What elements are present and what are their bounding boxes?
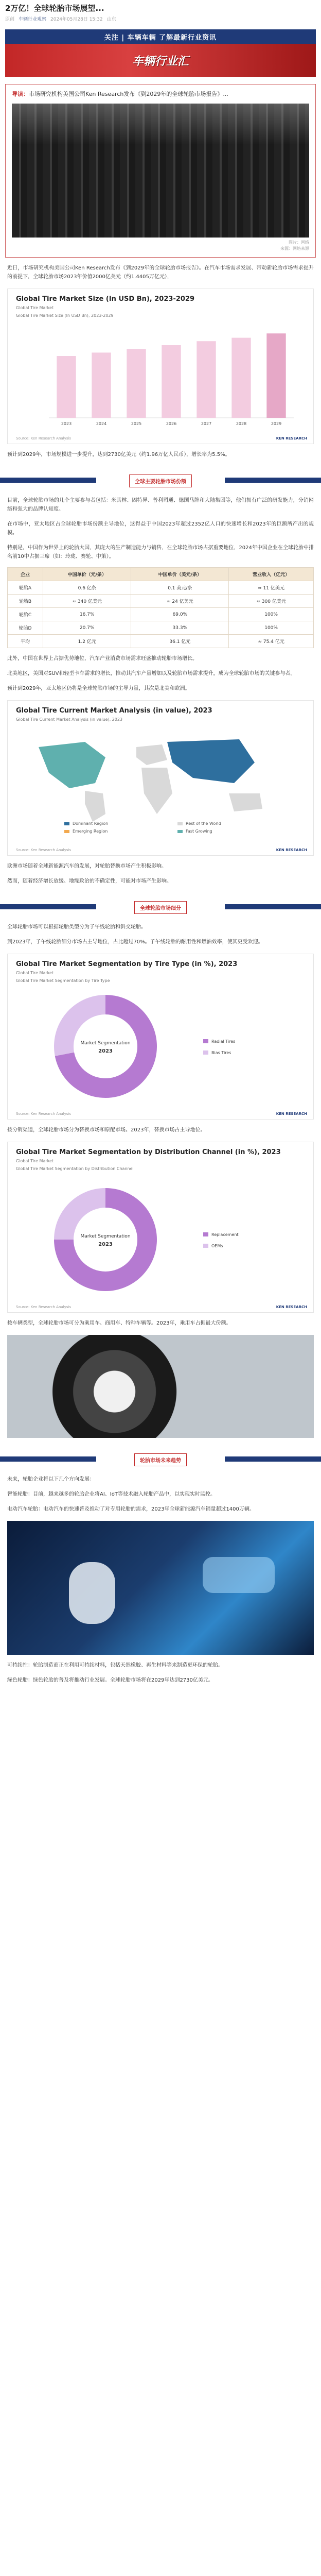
table-cell: 轮胎C: [8, 608, 43, 621]
table-cell: 100%: [229, 621, 314, 635]
chart1-subtitle-1: Global Tire Market: [16, 306, 54, 310]
map-europe: [136, 744, 167, 765]
chart4-center-label: Market Segmentation: [80, 1234, 131, 1239]
section-head-2: [0, 897, 321, 917]
chart3-center-year: 2023: [98, 1048, 113, 1054]
chart1-title: Global Tire Market Size (In USD Bn), 2023-2029: [16, 295, 195, 303]
tire-warehouse-photo: [12, 104, 309, 238]
chart3-center-label: Market Segmentation: [80, 1041, 131, 1046]
chart4-subtitle-2: Global Tire Market Segmentation by Distribution Channel: [16, 1166, 134, 1171]
chart4-center-year: 2023: [98, 1242, 113, 1247]
follow-banner[interactable]: [5, 29, 316, 44]
map-oceania: [229, 793, 262, 811]
chart1-x-tick: 2025: [131, 421, 142, 426]
market-analysis-map: [7, 700, 314, 856]
section-head-1: [0, 470, 321, 490]
chart1-bar: [127, 349, 146, 418]
table-row: [8, 621, 314, 635]
map-north-america: [39, 742, 105, 788]
distribution-channel-chart: [7, 1142, 314, 1313]
paragraph-2: 预计到2029年，市场规模进一步提升，达到2730亿美元（约1.96万亿人民币），增长率为5.5%。: [7, 452, 230, 457]
paragraph-17: 电动汽车轮胎：电动汽车的快速普及推动了对专用轮胎的需求，2023年全球新能源汽车销量超过1400万辆。: [7, 1506, 255, 1512]
paragraph-7: 北美地区，美国对SUV和轻型卡车需求的增长，推动其汽车产量增加以及轮胎市场需求提升，成为全球轮胎市场的关键参与者。: [7, 671, 296, 676]
chart1-plot: [8, 320, 314, 433]
table-header-cell: 中国单价（元/条）: [43, 568, 131, 581]
chart2-subtitle: Global Tire Current Market Analysis (in value), 2023: [16, 717, 123, 722]
table-row: [8, 581, 314, 595]
table-header-cell: 营业收入（亿元）: [229, 568, 314, 581]
chart1-x-tick: 2023: [61, 421, 72, 426]
table-cell: ≈ 24 亿美元: [131, 595, 229, 608]
ev-car: [203, 1557, 275, 1593]
paragraph-10: 然而，随着经济增长放缓、地缘政治的不确定性，可能对市场产生影响。: [7, 878, 172, 884]
section-head-3: [0, 1449, 321, 1469]
chart2-source: Source: Ken Research Analysis: [16, 848, 72, 852]
chart4-slice: [54, 1188, 105, 1240]
chart3-brand: KEN RESEARCH: [276, 1112, 307, 1116]
world-map: [8, 726, 314, 824]
paragraph-4: 在市场中，亚太地区占全球轮胎市场份额主导地位，这得益于中国2023年超过2352亿人口的快速增长和2023年的巨额所产出的规模。: [7, 521, 314, 536]
table-row: [8, 595, 314, 608]
chart1-bar: [162, 345, 181, 418]
legend-dominant: Dominant Region: [64, 821, 108, 826]
chart3-legend-swatch: [203, 1050, 208, 1055]
chart1-x-tick: 2029: [271, 421, 282, 426]
article-title: 2万亿！全球轮胎市场展望...: [5, 4, 104, 13]
intro-box: [5, 84, 316, 258]
publish-location: 山东: [106, 17, 116, 22]
table-row: [8, 635, 314, 648]
chart3-title: Global Tire Market Segmentation by Tire Type (in %), 2023: [16, 960, 238, 968]
chart1-x-tick: 2027: [201, 421, 212, 426]
table-cell: ≈ 11 亿美元: [229, 581, 314, 595]
market-table: [7, 567, 314, 648]
market-size-chart: [7, 289, 314, 444]
table-cell: 16.7%: [43, 608, 131, 621]
chart1-bar: [92, 352, 111, 418]
photo-credit-line: 来源：网络来源: [280, 246, 309, 251]
chart2-title: Global Tire Current Market Analysis (in value), 2023: [16, 707, 212, 715]
paragraph-18: 可持续性：轮胎制造商正在利用可持续材料，包括天然橡胶、再生材料等来制造更环保的轮胎。: [7, 1663, 223, 1668]
paragraph-19: 绿色轮胎：绿色轮胎的普及将推动行业发展。全球轮胎市场将在2029年达到2730亿美元。: [7, 1677, 213, 1683]
chart1-subtitle-2: Global Tire Market Size (In USD Bn), 2023-2029: [16, 313, 114, 318]
chart4-title: Global Tire Market Segmentation by Distribution Channel (in %), 2023: [16, 1148, 281, 1156]
legend-rest: Rest of the World: [177, 821, 221, 826]
table-cell: ≈ 75.4 亿元: [229, 635, 314, 648]
paragraph-15: 未来，轮胎企业将以下几个方向发展：: [7, 1477, 95, 1482]
tire-type-chart: [7, 954, 314, 1120]
chart3-slice: [54, 995, 105, 1056]
table-cell: 0.6 亿条: [43, 581, 131, 595]
map-asia: [167, 739, 255, 783]
table-header-cell: 企业: [8, 568, 43, 581]
charger-plug: [69, 1562, 115, 1624]
photo-caption: [12, 240, 309, 252]
table-cell: 33.3%: [131, 621, 229, 635]
legend-emerging: Emerging Region: [64, 829, 108, 834]
chart4-legend-label: OEMs: [211, 1244, 223, 1248]
chart4-source: Source: Ken Research Analysis: [16, 1305, 72, 1309]
table-header-cell: 中国单价（美元/条）: [131, 568, 229, 581]
chart4-legend-swatch: [203, 1244, 208, 1248]
paragraph-5: 特别是，中国作为世界上的轮胎大国，其庞大的生产制造能力与销售，在全球轮胎市场占据重要地位，2024年中国企业在全球轮胎中排名前10中占据三席（如：玲珑、赛轮、中策）。: [7, 545, 314, 560]
publish-date: 2024年05月28日 15:32: [50, 17, 103, 22]
tire-closeup-photo: [7, 1335, 314, 1438]
chart1-x-tick: 2024: [96, 421, 107, 426]
logo-banner: [5, 44, 316, 77]
chart3-subtitle-2: Global Tire Market Segmentation by Tire Type: [16, 978, 110, 983]
chart3-donut: [8, 987, 314, 1111]
table-cell: 轮胎D: [8, 621, 43, 635]
chart1-bar: [231, 338, 251, 418]
table-cell: ≈ 340 亿美元: [43, 595, 131, 608]
chart4-legend-label: Replacement: [211, 1232, 239, 1237]
table-cell: 0.1 美元/条: [131, 581, 229, 595]
chart4-donut: [8, 1180, 314, 1304]
chart3-legend-label: Bias Tires: [211, 1050, 231, 1055]
chart4-subtitle-1: Global Tire Market: [16, 1159, 54, 1163]
table-header-row: [8, 568, 314, 581]
map-south-america: [85, 791, 105, 822]
chart3-legend-swatch: [203, 1039, 208, 1043]
photo-caption-line: 图片：网络: [289, 240, 309, 245]
chart1-bar: [197, 341, 216, 418]
chart4-legend-swatch: [203, 1232, 208, 1236]
intro-text: 市场研究机构美国公司Ken Research发布《到2029年的全球轮胎市场报告》...: [29, 91, 228, 97]
brand-logo: 车辆行业汇: [132, 55, 189, 68]
ev-charging-photo: [7, 1521, 314, 1655]
chart1-bar: [266, 333, 286, 418]
table-cell: 平均: [8, 635, 43, 648]
chart1-x-tick: 2026: [166, 421, 177, 426]
chart3-legend-label: Radial Tires: [211, 1039, 236, 1044]
table-cell: 36.1 亿元: [131, 635, 229, 648]
table-cell: ≈ 300 亿美元: [229, 595, 314, 608]
chart4-brand: KEN RESEARCH: [276, 1305, 307, 1309]
legend-fast: Fast Growing: [177, 829, 221, 834]
paragraph-11: 全球轮胎市场可以根据轮胎类型分为子午线轮胎和斜交轮胎。: [7, 924, 146, 930]
chart3-subtitle-1: Global Tire Market: [16, 971, 54, 975]
paragraph-13: 按分销渠道，全球轮胎市场分为替换市场和原配市场。2023年，替换市场占主导地位。: [7, 1127, 206, 1133]
article-header: [0, 0, 321, 22]
map-africa: [141, 768, 172, 814]
paragraph-6: 此外，中国在世界上占据优势地位，汽车产业消费市场需求旺盛推动轮胎市场增长。: [7, 656, 198, 662]
table-cell: 1.2 亿元: [43, 635, 131, 648]
table-cell: 69.0%: [131, 608, 229, 621]
paragraph-12: 到2023年，子午线轮胎细分市场占主导地位，占比超过70%。子午线轮胎的耐用性和燃油效率，使其更受欢迎。: [7, 939, 263, 945]
table-row: [8, 608, 314, 621]
author-link[interactable]: 车辆行业观察: [19, 17, 47, 22]
map-legend-right: [177, 821, 221, 834]
table-cell: 20.7%: [43, 621, 131, 635]
chart1-source: Source: Ken Research Analysis: [16, 436, 72, 440]
chart2-brand: KEN RESEARCH: [276, 848, 307, 852]
table-cell: 100%: [229, 608, 314, 621]
paragraph-8: 预计到2029年，亚太地区仍将是全球轮胎市场的主导力量，其次是北美和欧洲。: [7, 686, 190, 691]
section-1-label: 全球主要轮胎市场份额: [129, 474, 192, 487]
chart1-bar: [57, 356, 76, 418]
chart1-x-tick: 2028: [236, 421, 247, 426]
table-cell: 轮胎B: [8, 595, 43, 608]
source-tag: 原创: [5, 17, 15, 22]
map-legend-left: [64, 821, 108, 834]
chart3-source: Source: Ken Research Analysis: [16, 1112, 72, 1116]
intro-label: 导读：: [12, 91, 29, 97]
paragraph-1: 近日，市场研究机构美国公司Ken Research发布《到2029年的全球轮胎市场报告》。在汽车市场需求发展、带动新轮胎市场需求提升的前提下，全球轮胎市场2023年价值2000亿美元（约1.4405万亿元），: [7, 265, 314, 280]
paragraph-14: 按车辆类型，全球轮胎市场可分为乘用车、商用车、特种车辆等。2023年，乘用车占据最大份额。: [7, 1320, 231, 1326]
paragraph-16: 智能轮胎：目前，越来越多的轮胎企业将AI、IoT等技术融入轮胎产品中，以实现实时监控。: [7, 1492, 216, 1497]
paragraph-3: 目前，全球轮胎市场的几个主要参与者包括：米其林、固特异、普利司通、德国马牌和大陆集团等，他们拥有广泛的研发能力，分销网络和强大的品牌认知度。: [7, 498, 314, 512]
section-2-label: 全球轮胎市场细分: [134, 901, 187, 914]
intro-lead: [12, 90, 309, 98]
chart1-brand: KEN RESEARCH: [276, 436, 307, 440]
section-3-label: 轮胎市场未来趋势: [134, 1453, 187, 1466]
table-cell: 轮胎A: [8, 581, 43, 595]
follow-banner-text: 关注 | 车辆车辆 了解最新行业资讯: [104, 33, 217, 42]
paragraph-9: 欧洲市场随着全球新能源汽车的发展，对轮胎替换市场产生积极影响。: [7, 863, 167, 869]
article-meta: [5, 15, 316, 22]
